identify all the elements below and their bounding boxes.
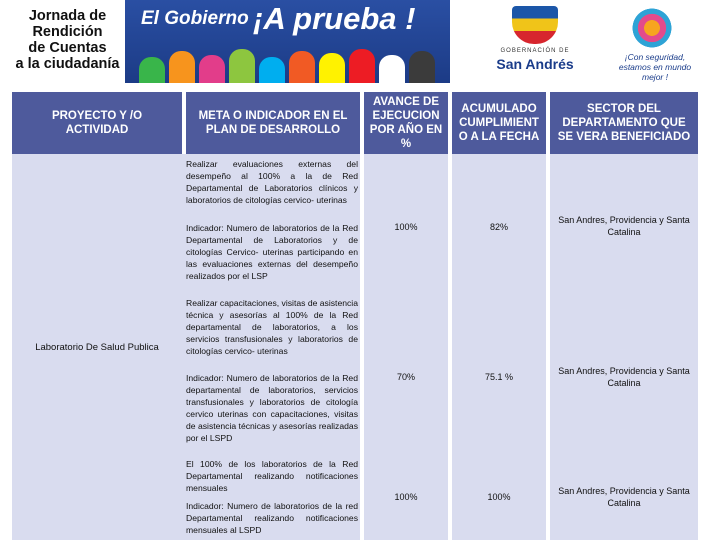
indicador-text: Indicador: Numero de laboratorios de la Red departamental de laboratorios, servicios transfusionales y laboratorios de citología cervico uterinas con capacitaciones, visitas de asistencia técnicas y asesorías realizadas por el LSPD (186, 373, 358, 443)
meta-text: Realizar evaluaciones externas del desempeño al 100% a la de Red Departamental de Laboratorios clínicos y laboratorios de citologías cervico- uterinas (186, 159, 358, 205)
sector-column (550, 154, 698, 540)
hand-icon (229, 49, 255, 83)
header-sector: SECTOR DEL DEPARTAMENTO QUE SE VERA BENEFICIADO (550, 92, 698, 154)
event-title (10, 8, 125, 72)
hand-icon (379, 55, 405, 83)
hand-icon (259, 57, 285, 83)
acumulado-value: 82% (489, 222, 508, 232)
sector-value: San Andres, Providencia y Santa Catalina (558, 366, 690, 388)
page-header (0, 0, 720, 92)
sector-value: San Andres, Providencia y Santa Catalina (558, 215, 690, 237)
hand-icon (169, 51, 195, 83)
logo-subtitle: GOBERNACIÓN DE (500, 48, 570, 54)
hand-icon (349, 49, 375, 83)
header-acumulado: ACUMULADO CUMPLIMIENT O A LA FECHA (452, 92, 546, 154)
hand-icon (199, 55, 225, 83)
header-proyecto: PROYECTO Y /O ACTIVIDAD (12, 92, 182, 154)
proyecto-cell: Laboratorio De Salud Publica (12, 154, 182, 540)
avance-column (364, 154, 448, 540)
title-line: Jornada de (28, 8, 107, 24)
logo-name: San Andrés (496, 56, 574, 72)
indicador-text: Indicador: Numero de laboratorios de la Red Departamental de Laboratorios y de citologías Cervico- uterinas participando en las evaluaciones externas del desempeño realizados por el LSP (186, 223, 358, 281)
hand-icon (139, 57, 165, 83)
sector-value: San Andres, Providencia y Santa Catalina (558, 486, 690, 508)
meta-text: El 100% de los laboratorios de la Red Departamental realizando notificaciones mensuales (186, 459, 358, 493)
hand-icon (289, 51, 315, 83)
hand-icon (319, 53, 345, 83)
sun-icon (630, 6, 674, 50)
header-avance: AVANCE DE EJECUCION POR AÑO EN % (364, 92, 448, 154)
acumulado-column (452, 154, 546, 540)
san-andres-logo (495, 4, 575, 84)
avance-value: 70% (396, 372, 415, 382)
avance-value: 100% (394, 492, 418, 502)
mundo-mejor-logo (610, 4, 700, 84)
shield-icon (512, 6, 558, 44)
header-meta: META O INDICADOR EN EL PLAN DE DESARROLLO (186, 92, 360, 154)
title-line: a la ciudadanía (15, 56, 120, 72)
slogan: ¡Con seguridad, estamos en mundo mejor ! (618, 52, 692, 82)
banner-big-text: ¡A prueba ! (253, 1, 416, 36)
report-table (0, 92, 720, 540)
indicador-text: Indicador: Numero de laboratorios de la red Departamental realizando notificaciones mensuales al LSPD (186, 501, 358, 535)
title-line: Rendición (32, 24, 103, 40)
title-line: de Cuentas (28, 40, 107, 56)
meta-text: Realizar capacitaciones, visitas de asistencia técnica y asesorías al 100% de la Red departamental de laboratorios, a los servicios transfusionales y laboratorios de citologías cervico- uterinas (186, 298, 358, 356)
avance-value: 100% (394, 222, 418, 232)
acumulado-value: 100% (487, 492, 511, 502)
gobierno-a-prueba-banner (125, 0, 450, 83)
hand-icon (409, 51, 435, 83)
banner-small-text: El Gobierno (141, 8, 249, 29)
acumulado-value: 75.1 % (484, 372, 514, 382)
